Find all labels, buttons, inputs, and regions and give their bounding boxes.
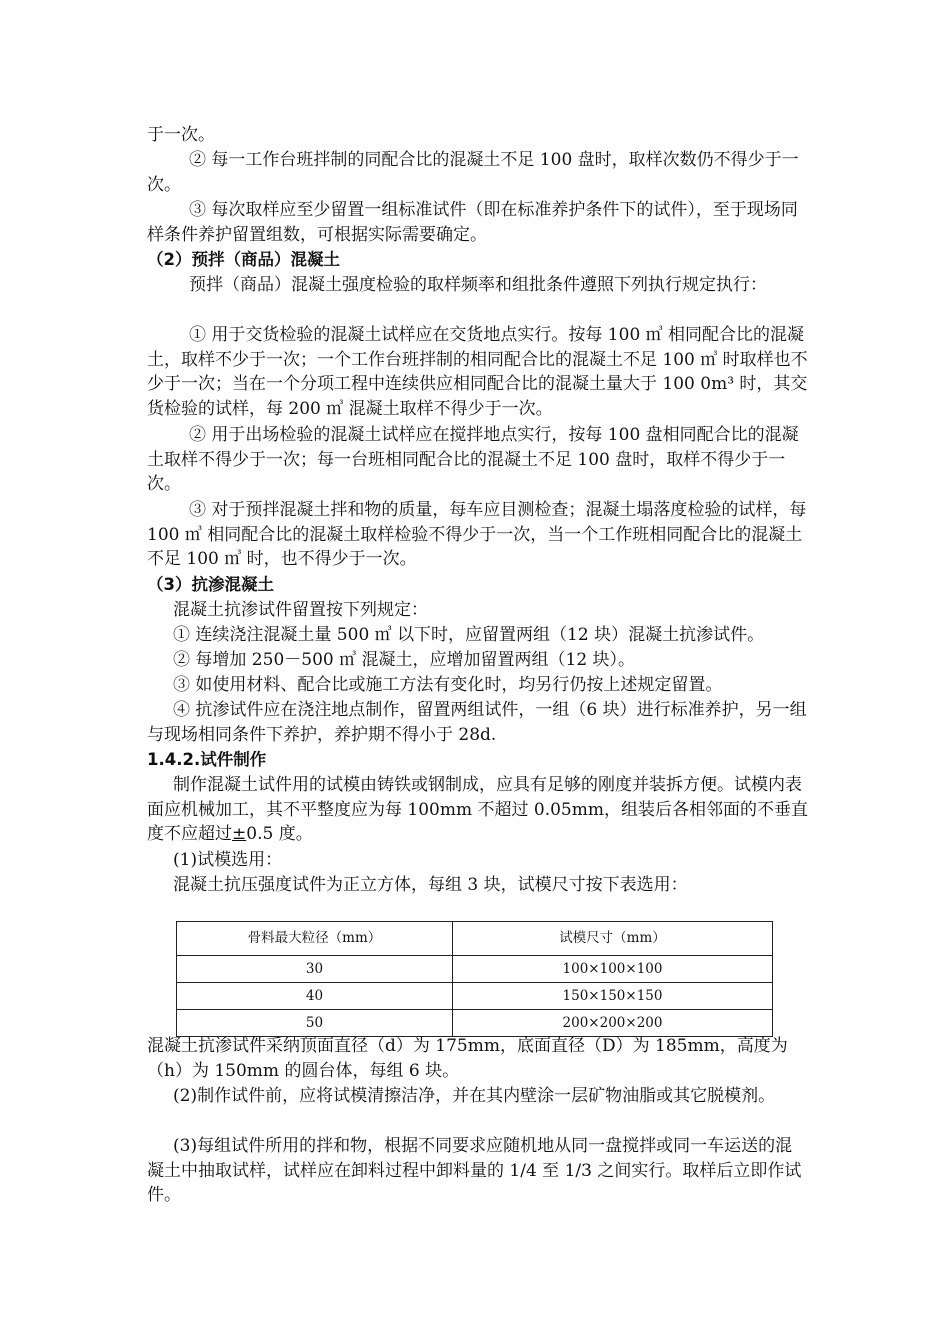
- table-header-row: [177, 922, 773, 956]
- paragraph-impermeable-4: ④ 抗渗试件应在浇注地点制作，留置两组试件，一组（6 块）进行标准养护，另一组与现场相同条件下养护，养护期不得小于 28d.: [147, 700, 807, 745]
- table-header-cell: 试模尺寸（mm）: [453, 922, 773, 956]
- table-header-cell: 骨料最大粒径（mm）: [177, 922, 453, 956]
- mould-text-end: 0.5 度。: [246, 824, 313, 845]
- paragraph-continuation: 于一次。: [147, 125, 215, 145]
- mould-text: 制作混凝土试件用的试模由铸铁或钢制成，应具有足够的刚度并装拆方便。试模内表面应机械加工，其不平整度应为每 100mm 不超过 0.05mm，组装后各相邻面的不垂直度不应超过: [147, 775, 808, 845]
- table-cell: 50: [177, 1010, 453, 1037]
- table-row: [177, 1010, 773, 1037]
- plus-minus-symbol: ±: [232, 824, 247, 845]
- section-heading-impermeable: （3）抗渗混凝土: [147, 575, 274, 594]
- paragraph-ready-mix-1: ① 用于交货检验的混凝土试样应在交货地点实行。按每 100 ㎥ 相同配合比的混凝土，取样不少于一次；一个工作台班拌制的相同配合比的混凝土不足 100 ㎥ 时取样也不少于一次；当在一个分项工程中连续供应相同配合比的混凝土量大于 100 0m³ 时，其交货检验的试样，每 200 ㎥ 混凝土取样不得少于一次。: [147, 325, 808, 419]
- table-row: [177, 983, 773, 1010]
- mould-size-table: [176, 921, 773, 1037]
- paragraph-impermeable-intro: 混凝土抗渗试件留置按下列规定：: [173, 600, 428, 620]
- table-cell: 150×150×150: [453, 983, 773, 1010]
- paragraph-item-3: ③ 每次取样应至少留置一组标准试件（即在标准养护条件下的试件），至于现场同样条件养护留置组数，可根据实际需要确定。: [147, 200, 798, 245]
- section-heading-ready-mix: （2）预拌（商品）混凝土: [147, 250, 340, 269]
- section-heading-specimen-making: 1.4.2.试件制作: [147, 750, 267, 769]
- table-cell: 100×100×100: [453, 956, 773, 983]
- table-cell: 200×200×200: [453, 1010, 773, 1037]
- table-row: [177, 956, 773, 983]
- paragraph-compressive-specimen: 混凝土抗压强度试件为正立方体，每组 3 块，试模尺寸按下表选用：: [173, 875, 688, 895]
- paragraph-ready-mix-intro: 预拌（商品）混凝土强度检验的取样频率和组批条件遵照下列执行规定执行：: [189, 275, 767, 295]
- paragraph-ready-mix-2: ② 用于出场检验的混凝土试样应在搅拌地点实行，按每 100 盘相同配合比的混凝土取样不得少于一次；每一台班相同配合比的混凝土不足 100 盘时，取样不得少于一次。: [147, 425, 799, 495]
- paragraph-impermeable-2: ② 每增加 250－500 ㎥ 混凝土，应增加留置两组（12 块）。: [173, 650, 636, 670]
- paragraph-ready-mix-3: ③ 对于预拌混凝土拌和物的质量，每车应目测检查；混凝土塌落度检验的试样，每 100 ㎥ 相同配合比的混凝土取样检验不得少于一次，当一个工作班相同配合比的混凝土不足 100 ㎥ 时，也不得少于一次。: [147, 500, 807, 570]
- table-cell: 30: [177, 956, 453, 983]
- paragraph-item-2: ② 每一工作台班拌制的同配合比的混凝土不足 100 盘时，取样次数仍不得少于一次。: [147, 150, 799, 195]
- paragraph-impermeable-3: ③ 如使用材料、配合比或施工方法有变化时，均另行仍按上述规定留置。: [173, 675, 723, 695]
- paragraph-step-2: (2)制作试件前，应将试模清擦洁净，并在其内壁涂一层矿物油脂或其它脱模剂。: [173, 1086, 776, 1106]
- paragraph-mould-description: [147, 773, 809, 847]
- table-cell: 40: [177, 983, 453, 1010]
- paragraph-mould-selection: (1)试模选用：: [173, 850, 283, 870]
- paragraph-impermeable-specimen: 混凝土抗渗试件采纳顶面直径（d）为 175mm，底面直径（D）为 185mm，高度为（h）为 150mm 的圆台体，每组 6 块。: [147, 1036, 788, 1081]
- paragraph-impermeable-1: ① 连续浇注混凝土量 500 ㎥ 以下时，应留置两组（12 块）混凝土抗渗试件。: [173, 625, 765, 645]
- paragraph-step-3: (3)每组试件所用的拌和物，根据不同要求应随机地从同一盘搅拌或同一车运送的混凝土中抽取试样，试样应在卸料过程中卸料量的 1/4 至 1/3 之间实行。取样后立即作试件。: [147, 1136, 802, 1206]
